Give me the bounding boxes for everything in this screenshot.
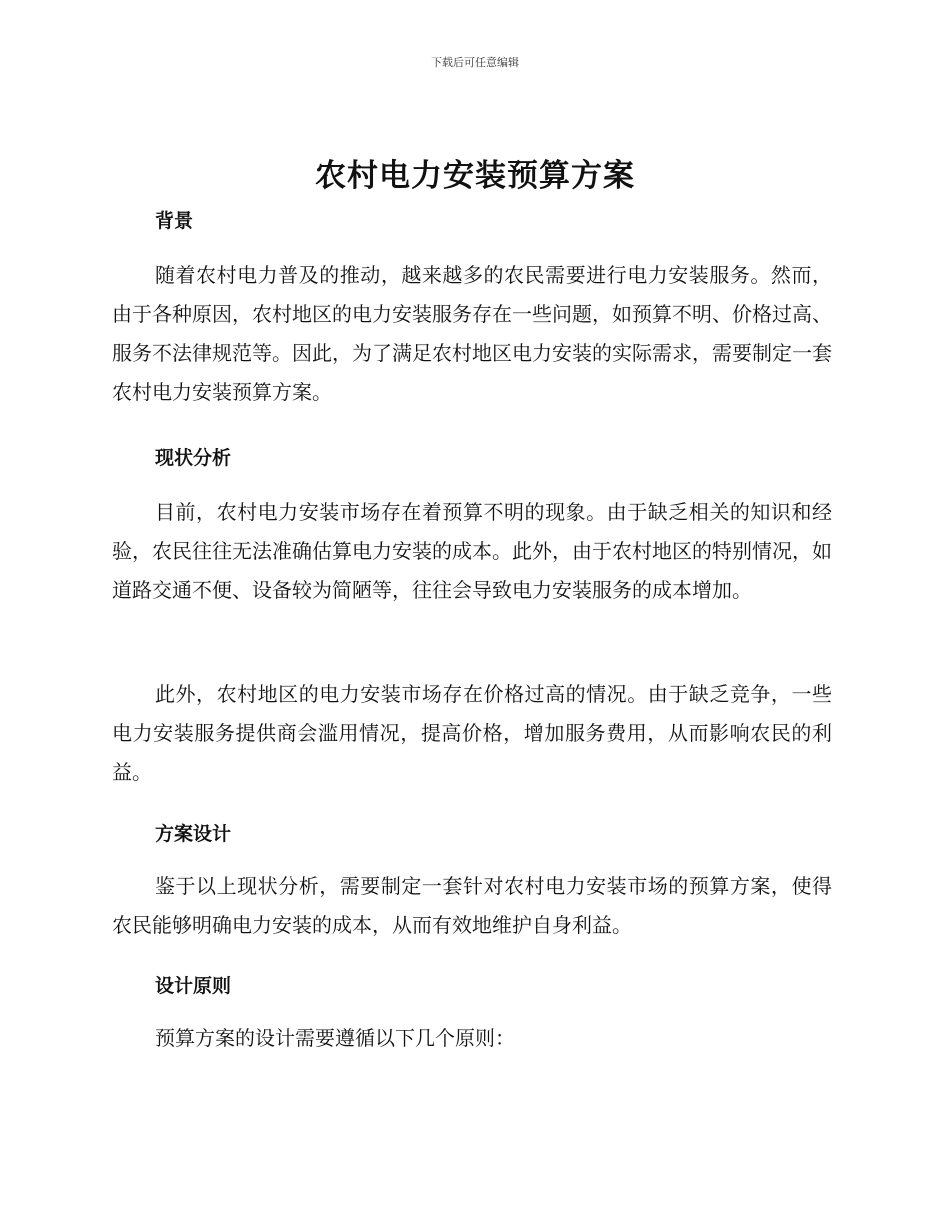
document-title: 农村电力安装预算方案 — [315, 158, 635, 194]
header-note: 下载后可任意编辑 — [431, 56, 519, 69]
section-heading-status-analysis: 现状分析 — [155, 447, 232, 469]
paragraph-plan-design: 鉴于以上现状分析，需要制定一套针对农村电力安装市场的预算方案，使得农民能够明确电力安装的成本，从而有效地维护自身利益。 — [112, 874, 832, 937]
section-heading-plan-design: 方案设计 — [155, 823, 232, 845]
paragraph-background: 随着农村电力普及的推动，越来越多的农民需要进行电力安装服务。然而，由于各种原因，农村地区的电力安装服务存在一些问题，如预算不明、价格过高、服务不法律规范等。因此，为了满足农村地区电力安装的实际需求，需要制定一套农村电力安装预算方案。 — [112, 263, 832, 404]
paragraph-status-analysis-2: 此外，农村地区的电力安装市场存在价格过高的情况。由于缺乏竞争，一些电力安装服务提供商会滥用情况，提高价格，增加服务费用，从而影响农民的利益。 — [112, 682, 832, 784]
paragraph-status-analysis-1: 目前，农村电力安装市场存在着预算不明的现象。由于缺乏相关的知识和经验，农民往往无法准确估算电力安装的成本。此外，由于农村地区的特别情况，如道路交通不便、设备较为简陋等，往往会导致电力安装服务的成本增加。 — [112, 500, 832, 602]
section-heading-design-principles: 设计原则 — [155, 975, 232, 997]
paragraph-design-principles: 预算方案的设计需要遵循以下几个原则： — [155, 1026, 515, 1050]
section-heading-background: 背景 — [155, 210, 194, 232]
